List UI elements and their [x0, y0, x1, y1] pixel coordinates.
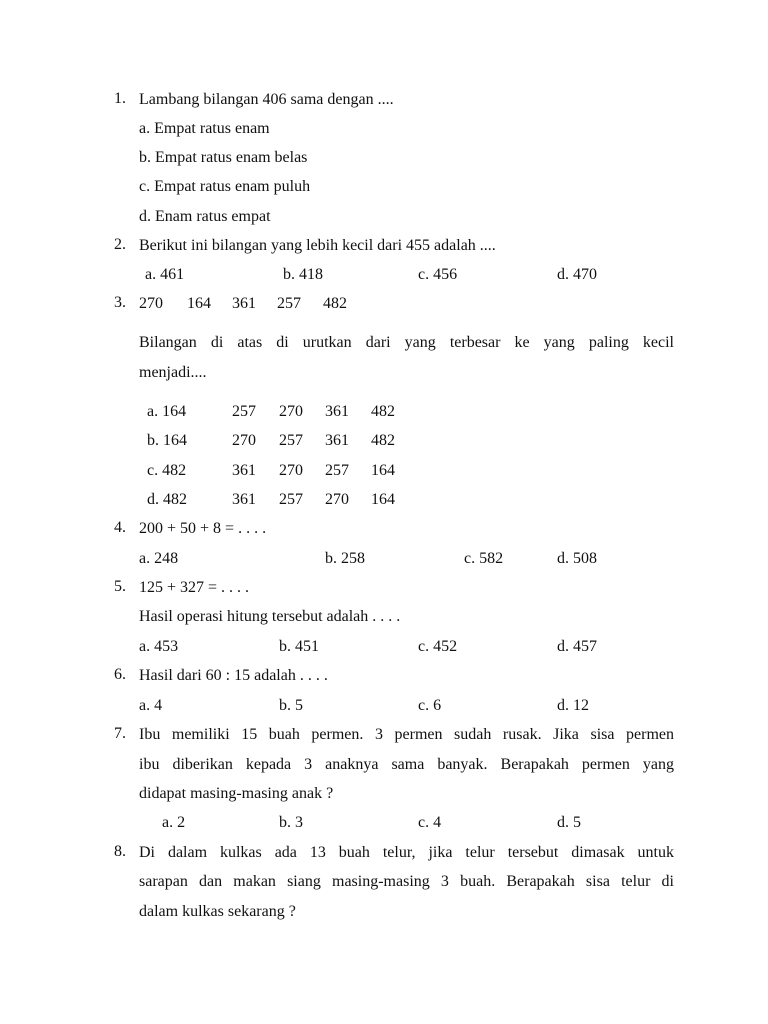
q7-option-b: b. 3 — [279, 814, 303, 831]
q3-option-d-label: d. 482 — [147, 491, 187, 508]
q8-stem-line-2: sarapan dan makan siang masing-masing 3 buah. Berapakah sisa telur di — [139, 873, 674, 890]
q3-option-b-value: 257 — [279, 432, 303, 449]
q5-option-d: d. 457 — [557, 638, 597, 655]
q3-number: 3. — [114, 294, 126, 311]
q7-number: 7. — [114, 725, 126, 742]
q1-option-a: a. Empat ratus enam — [139, 120, 270, 137]
q2-option-a: a. 461 — [145, 266, 185, 283]
q3-stem-line-1: Bilangan di atas di urutkan dari yang terbesar ke yang paling kecil — [139, 334, 674, 351]
q3-option-c-value: 361 — [232, 462, 256, 479]
q6-option-b: b. 5 — [279, 697, 303, 714]
q8-stem-line-3: dalam kulkas sekarang ? — [139, 903, 296, 920]
q7-option-c: c. 4 — [418, 814, 442, 831]
q2-option-c: c. 456 — [418, 266, 458, 283]
q4-option-d: d. 508 — [557, 550, 597, 567]
q4-stem: 200 + 50 + 8 = . . . . — [139, 520, 267, 537]
q6-option-d: d. 12 — [557, 697, 589, 714]
q5-number: 5. — [114, 578, 126, 595]
q3-option-c-label: c. 482 — [147, 462, 187, 479]
q3-option-a-value: 482 — [371, 403, 395, 420]
q3-stem-line-2: menjadi.... — [139, 364, 207, 381]
q1-option-b: b. Empat ratus enam belas — [139, 149, 308, 166]
q4-option-c: c. 582 — [464, 550, 504, 567]
q3-number-2: 164 — [187, 295, 211, 312]
q3-option-a-value: 361 — [325, 403, 349, 420]
q3-option-c-value: 164 — [371, 462, 395, 479]
q3-option-b-value: 270 — [232, 432, 256, 449]
q7-option-a: a. 2 — [162, 814, 186, 831]
q2-number: 2. — [114, 236, 126, 253]
q5-option-c: c. 452 — [418, 638, 458, 655]
q7-option-d: d. 5 — [557, 814, 581, 831]
q3-number-5: 482 — [323, 295, 347, 312]
q3-option-d-value: 164 — [371, 491, 395, 508]
q6-option-c: c. 6 — [418, 697, 442, 714]
q2-option-d: d. 470 — [557, 266, 597, 283]
q7-stem-line-2: ibu diberikan kepada 3 anaknya sama banyak. Berapakah permen yang — [139, 756, 674, 773]
q7-stem-line-1: Ibu memiliki 15 buah permen. 3 permen sudah rusak. Jika sisa permen — [139, 726, 674, 743]
q3-option-b-value: 482 — [371, 432, 395, 449]
q5-option-a: a. 453 — [139, 638, 179, 655]
q6-number: 6. — [114, 666, 126, 683]
q3-number-4: 257 — [277, 295, 301, 312]
q4-number: 4. — [114, 519, 126, 536]
q3-option-a-value: 270 — [279, 403, 303, 420]
q8-stem-line-1: Di dalam kulkas ada 13 buah telur, jika telur tersebut dimasak untuk — [139, 844, 674, 861]
q7-stem-line-3: didapat masing-masing anak ? — [139, 785, 334, 802]
q3-option-b-value: 361 — [325, 432, 349, 449]
q3-number-3: 361 — [232, 295, 256, 312]
q2-stem: Berikut ini bilangan yang lebih kecil dari 455 adalah .... — [139, 237, 496, 254]
q8-number: 8. — [114, 843, 126, 860]
q3-option-d-value: 270 — [325, 491, 349, 508]
q5-stem-line-1: 125 + 327 = . . . . — [139, 579, 250, 596]
q1-option-c: c. Empat ratus enam puluh — [139, 178, 311, 195]
q3-option-d-value: 257 — [279, 491, 303, 508]
q5-option-b: b. 451 — [279, 638, 319, 655]
q1-option-d: d. Enam ratus empat — [139, 208, 271, 225]
q3-option-d-value: 361 — [232, 491, 256, 508]
q3-number-1: 270 — [139, 295, 163, 312]
q6-option-a: a. 4 — [139, 697, 163, 714]
q1-stem: Lambang bilangan 406 sama dengan .... — [139, 91, 394, 108]
q3-option-c-value: 270 — [279, 462, 303, 479]
q5-stem-line-2: Hasil operasi hitung tersebut adalah . . . . — [139, 608, 401, 625]
q4-option-a: a. 248 — [139, 550, 179, 567]
q3-option-c-value: 257 — [325, 462, 349, 479]
q3-option-b-label: b. 164 — [147, 432, 187, 449]
q3-option-a-label: a. 164 — [147, 403, 187, 420]
q4-option-b: b. 258 — [325, 550, 365, 567]
q3-option-a-value: 257 — [232, 403, 256, 420]
q2-option-b: b. 418 — [283, 266, 323, 283]
q6-stem: Hasil dari 60 : 15 adalah . . . . — [139, 667, 328, 684]
q1-number: 1. — [114, 90, 126, 107]
